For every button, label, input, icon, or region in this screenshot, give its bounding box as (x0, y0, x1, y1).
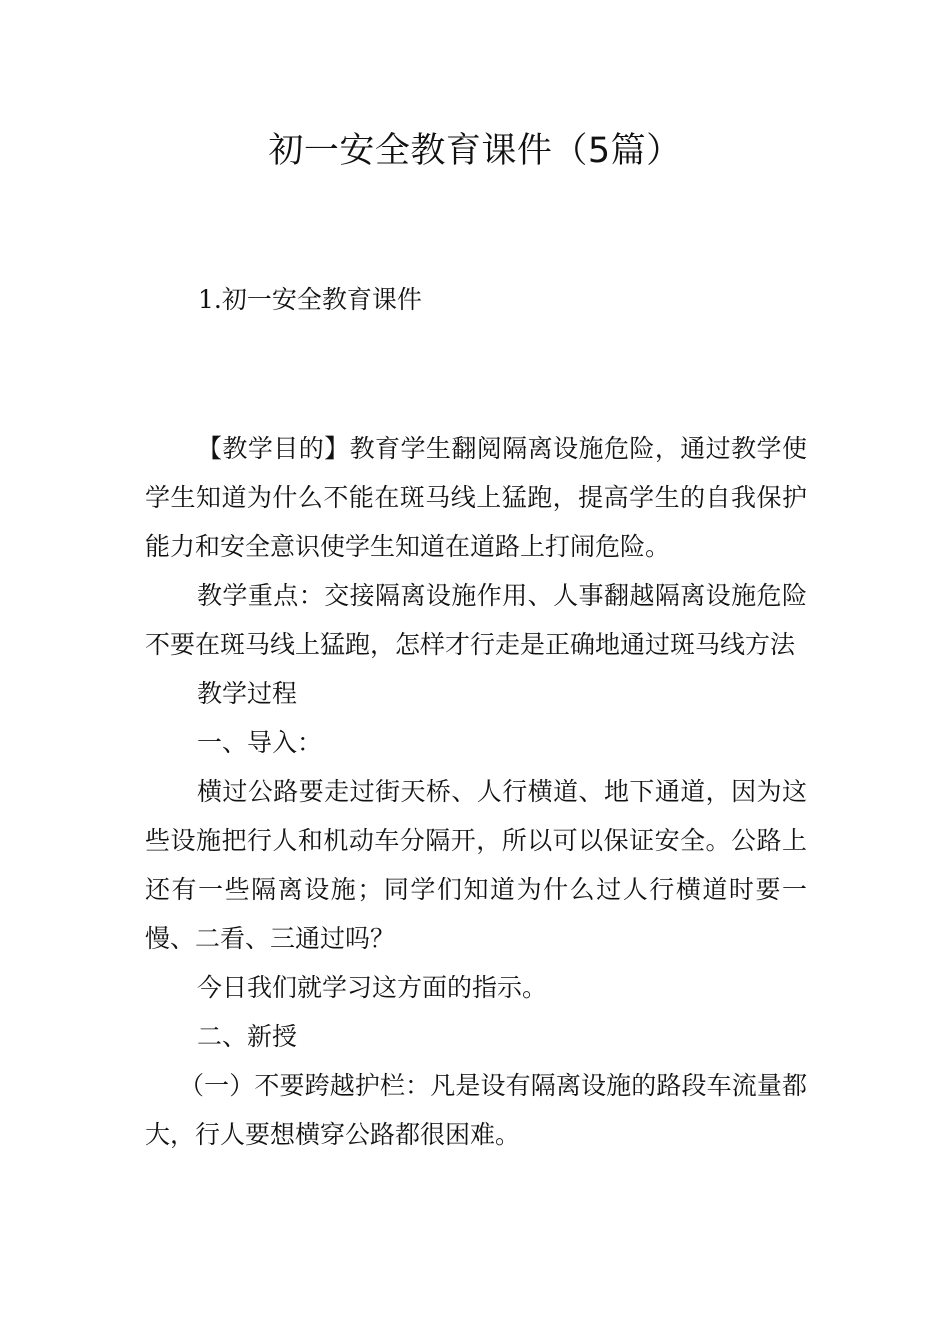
paragraph-today-lesson: 今日我们就学习这方面的指示。 (197, 973, 548, 1002)
paragraph-part-one-heading: 一、导入： (197, 728, 323, 757)
paragraph-teaching-objective: 【教学目的】教育学生翻阅隔离设施危险，通过教学使学生知道为什么不能在斑马线上猛跑，提高学生的自我保护能力和安全意识使学生知道在道路上打闹危险。 (145, 434, 807, 561)
document-title: 初一安全教育课件（5篇） (268, 131, 682, 171)
paragraph-part-two-heading: 二、新授 (197, 1022, 298, 1051)
paragraph-do-not-cross-guardrail: （一）不要跨越护栏：凡是设有隔离设施的路段车流量都大，行人要想横穿公路都很困难。 (145, 1071, 807, 1149)
document-body (145, 424, 807, 1159)
paragraph-teaching-focus: 教学重点：交接隔离设施作用、人事翻越隔离设施危险不要在斑马线上猛跑，怎样才行走是正确地通过斑马线方法 (145, 581, 807, 659)
paragraph-introduction: 横过公路要走过街天桥、人行横道、地下通道，因为这些设施把行人和机动车分隔开，所以可以保证安全。公路上还有一些隔离设施；同学们知道为什么过人行横道时要一慢、二看、三通过吗？ (145, 777, 807, 953)
paragraph-teaching-process: 教学过程 (197, 679, 298, 708)
section-heading: 1.初一安全教育课件 (198, 285, 422, 314)
